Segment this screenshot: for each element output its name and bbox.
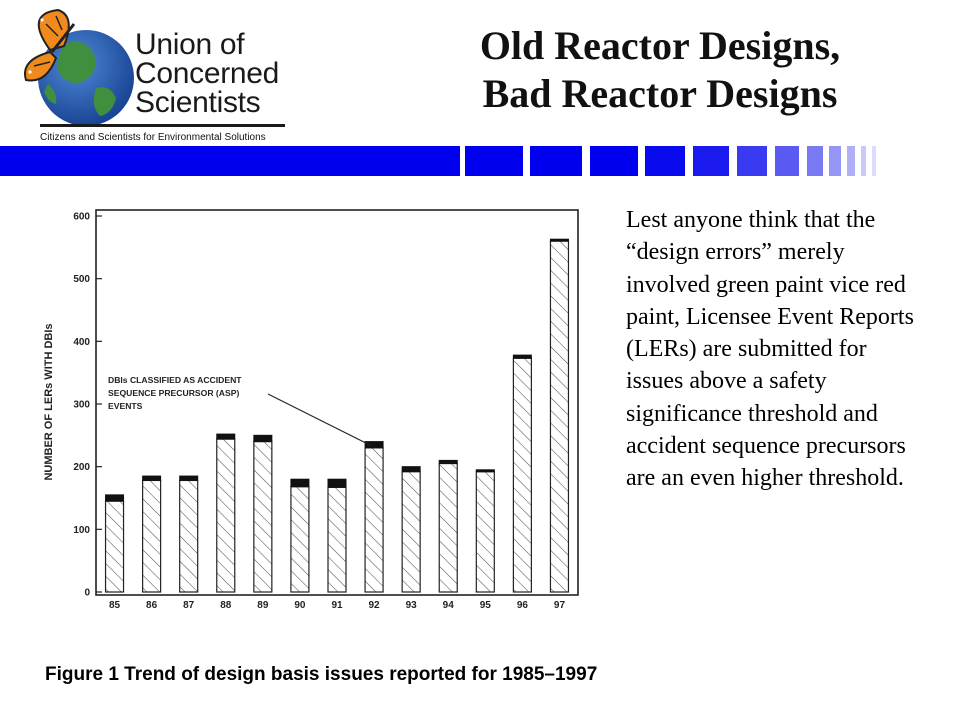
annotation-line: DBIs CLASSIFIED AS ACCIDENT [108,375,242,385]
org-name-line1: Union of [135,28,245,61]
y-tick-label: 400 [73,336,90,348]
x-tick-label: 87 [183,600,195,611]
x-tick-label: 89 [257,600,269,611]
x-tick-label: 90 [294,600,306,611]
x-tick-label: 97 [553,600,566,611]
bar-asp-95 [476,470,494,472]
bar-dbi-91 [328,487,346,592]
band-block [775,146,799,176]
bar-asp-90 [291,479,309,487]
y-tick-label: 500 [73,274,90,286]
band-block [737,146,767,176]
bar-asp-89 [254,435,272,441]
x-tick-label: 94 [442,600,454,611]
figure-caption: Figure 1 Trend of design basis issues reported for 1985–1997 [45,664,598,685]
x-tick-label: 96 [516,600,528,611]
title-line1: Old Reactor Designs, [479,23,841,68]
y-tick-label: 100 [73,524,90,536]
y-tick-label: 300 [73,399,90,411]
tagline: Citizens and Scientists for Environmental Solutions [40,132,266,143]
bar-asp-87 [180,476,198,480]
bar-dbi-94 [439,464,457,592]
bar-asp-85 [106,495,124,501]
band-block [645,146,685,176]
band-block [693,146,729,176]
y-tick-label: 200 [73,462,90,474]
body-paragraph: Lest anyone think that the “design errors” merely involved green paint vice red paint, Licensee Event Reports (LERs) are submitted for issues above a safety significance threshold and accident sequence precursors are an even higher threshold. [626,207,914,492]
bar-asp-91 [328,479,346,487]
bar-dbi-95 [476,472,494,592]
y-tick-label: 0 [84,587,90,599]
bar-dbi-89 [254,442,272,592]
bar-asp-96 [513,355,531,358]
x-tick-label: 93 [405,600,417,611]
bar-asp-97 [550,239,568,241]
y-tick-label: 600 [73,211,90,223]
annotation-leader-line [268,394,371,446]
bar-asp-92 [365,442,383,448]
bar-dbi-85 [106,501,124,592]
org-name-line3: Scientists [135,86,261,119]
bar-asp-94 [439,460,457,463]
bar-dbi-86 [143,480,161,592]
x-tick-label: 88 [220,600,232,611]
band-block [861,146,866,176]
bar-dbi-96 [513,358,531,592]
bar-asp-93 [402,467,420,472]
x-tick-label: 91 [331,600,343,611]
band-block [807,146,823,176]
y-axis-label: NUMBER OF LERs WITH DBIs [43,323,55,481]
title-line2: Bad Reactor Designs [482,71,838,116]
bar-dbi-90 [291,487,309,592]
annotation-line: SEQUENCE PRECURSOR (ASP) [108,388,240,398]
band-block [847,146,855,176]
x-tick-label: 92 [368,600,380,611]
bar-asp-86 [143,476,161,480]
bar-dbi-87 [180,480,198,592]
org-name-line2: Concerned [135,57,280,90]
band-block [872,146,876,176]
asp-annotation [108,375,371,446]
band-block [829,146,841,176]
bar-dbi-88 [217,439,235,592]
bar-dbi-97 [550,241,568,592]
x-tick-label: 95 [479,600,491,611]
x-tick-label: 85 [108,600,121,611]
annotation-line: EVENTS [108,401,143,411]
bar-asp-88 [217,434,235,439]
x-tick-label: 86 [146,600,158,611]
bar-dbi-93 [402,472,420,592]
bar-dbi-92 [365,448,383,592]
